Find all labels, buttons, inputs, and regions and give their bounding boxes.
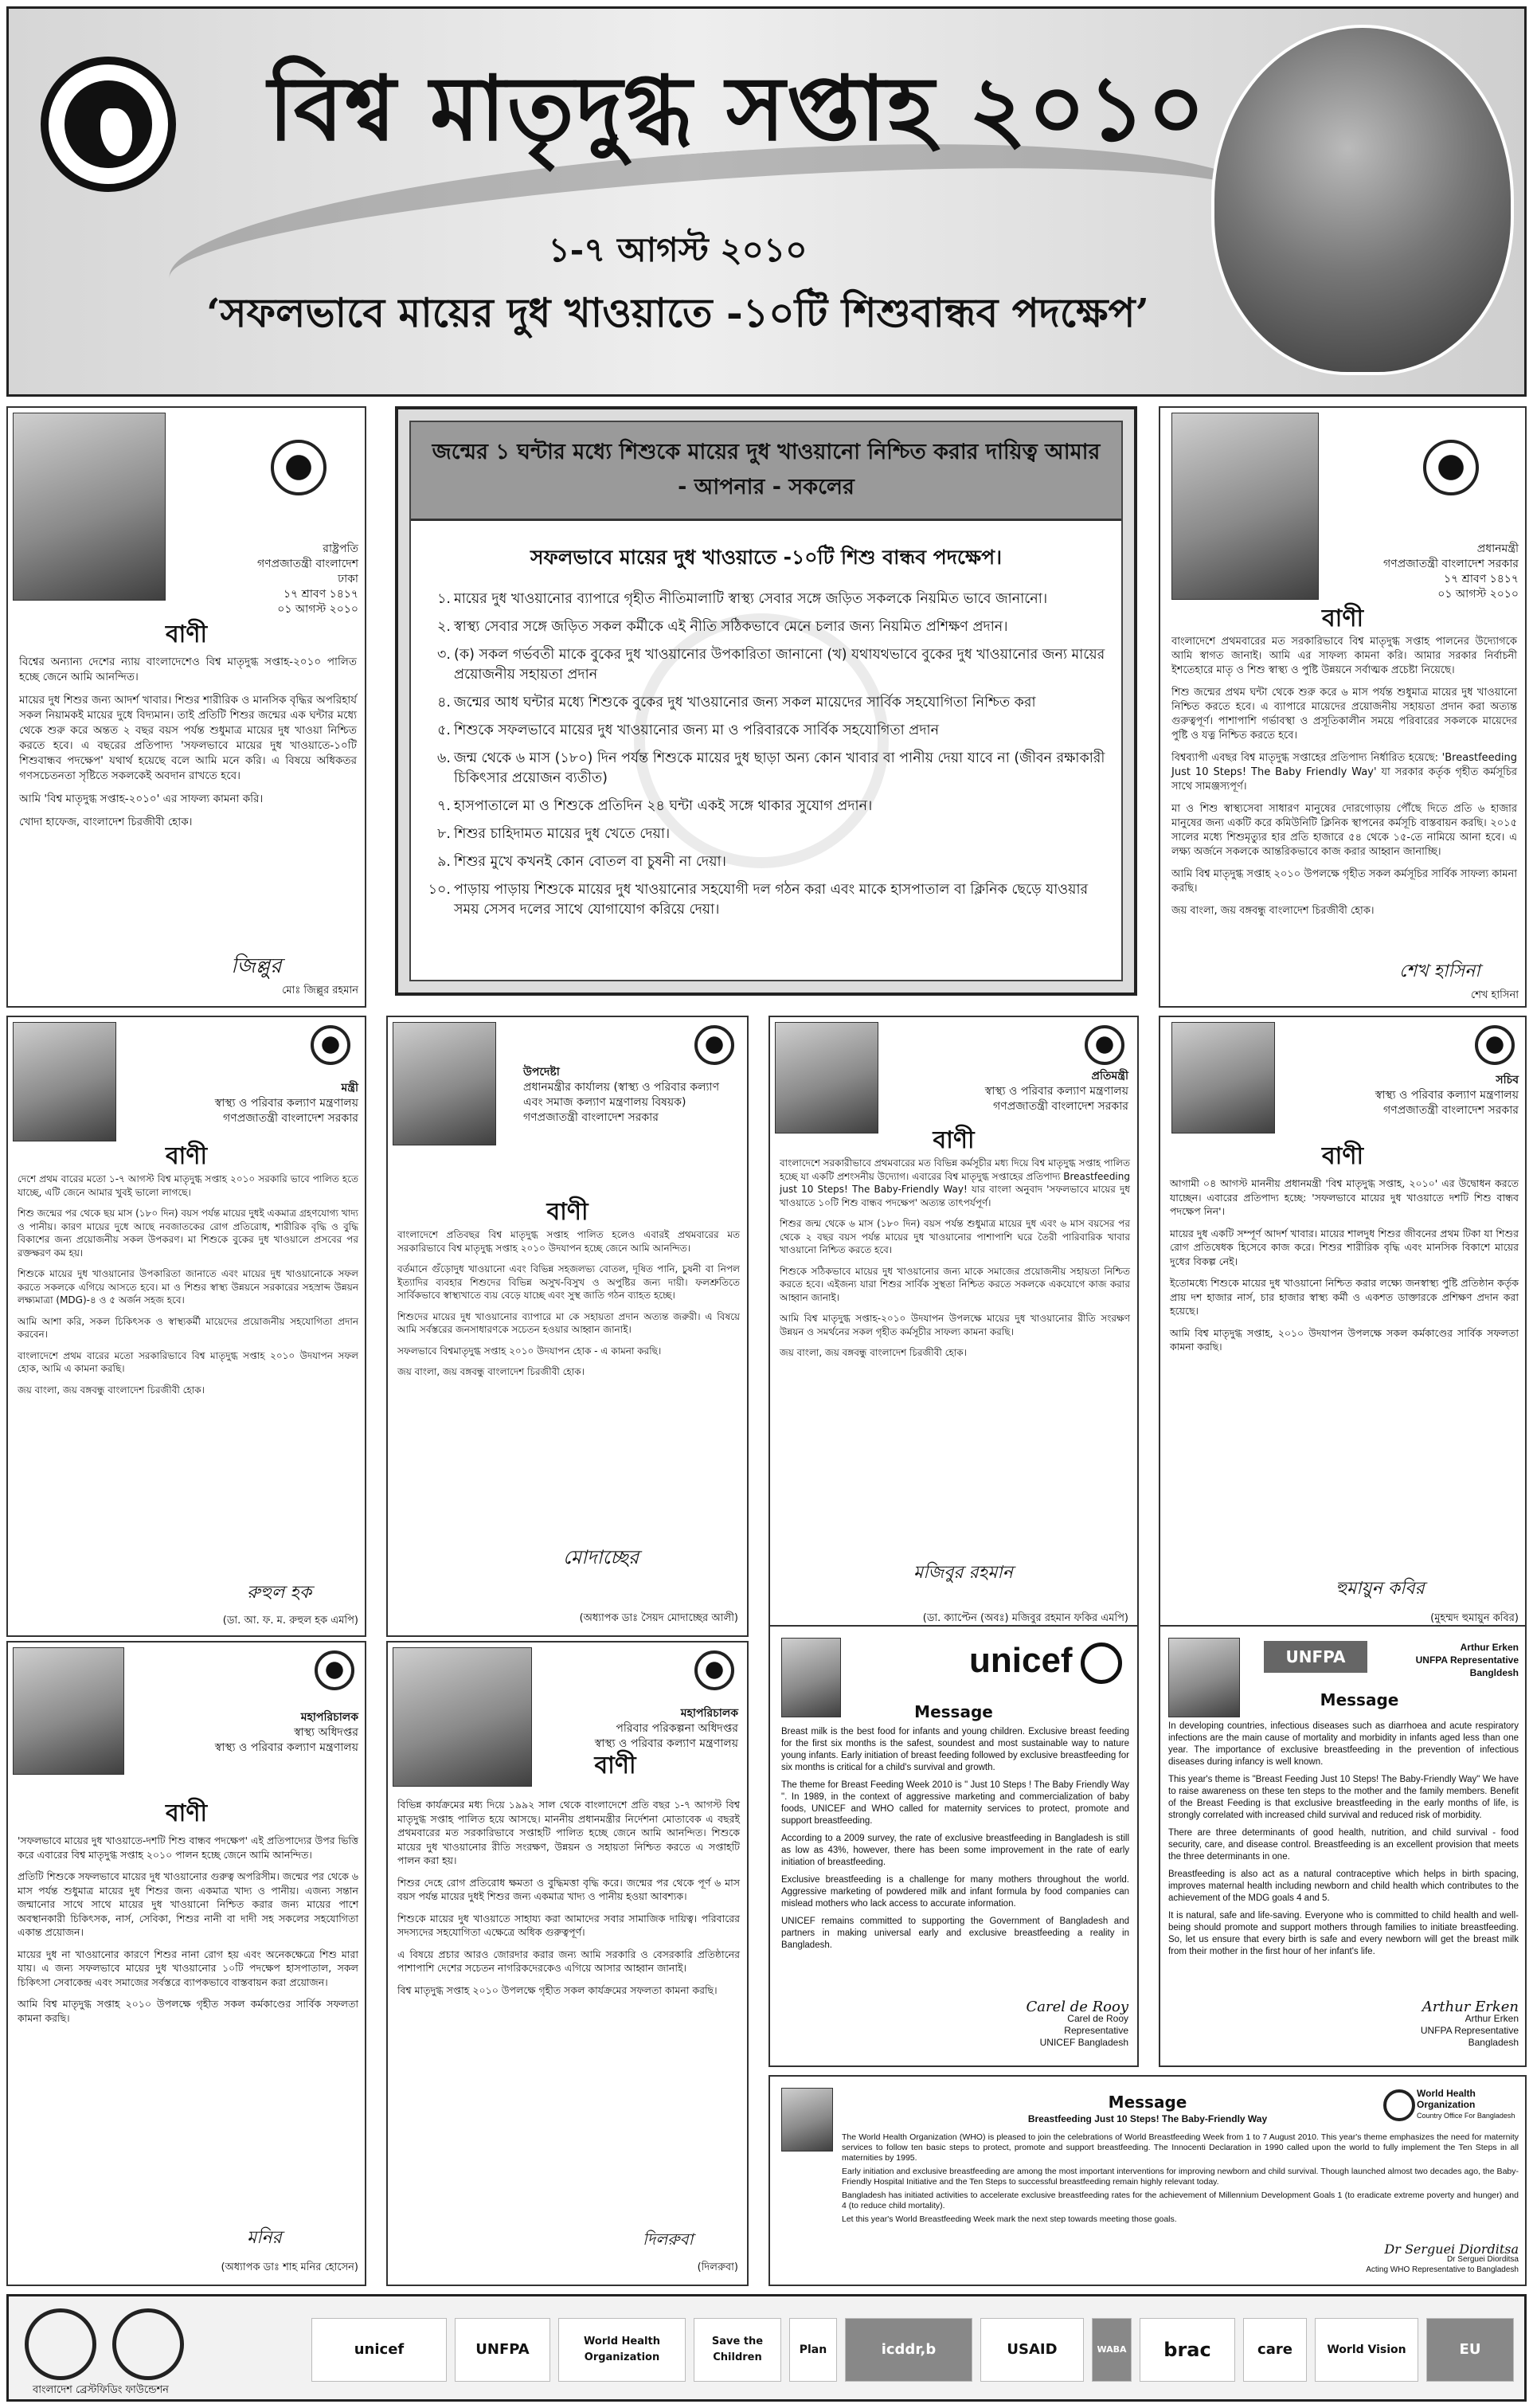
family-planning-emblem-icon	[694, 1650, 734, 1690]
who-country-office: Country Office For Bangladesh	[1417, 2112, 1515, 2120]
message-paragraph: Exclusive breastfeeding is a challenge for many mothers throughout the world. Aggressive marketing of powdered milk and infant formula by food companies can mislead mothers who lack access to accurate information.	[781, 1875, 1129, 1909]
secretary-org2: গণপ্রজাতন্ত্রী বাংলাদেশ সরকার	[1383, 1104, 1519, 1117]
message-paragraph: According to a 2009 survey, the rate of exclusive breastfeeding in Bangladesh is still as low as 43%, however, there has been some improvement in the rate of early initiation of breastfeeding.	[781, 1834, 1129, 1867]
message-heading: Message	[1108, 2093, 1187, 2112]
footer-logo-who: World Health Organization	[558, 2318, 686, 2382]
message-paragraph: দেশে প্রথম বারের মতো ১-৭ আগস্ট বিশ্ব মাতৃদুগ্ধ সপ্তাহ ২০১০ সরকারি ভাবে পালিত হতে যাচ্ছে, এটি জেনে আমার খুবই ভালো লাগছে।	[18, 1173, 358, 1198]
pm-title-block	[1320, 542, 1519, 602]
step-number: ৮.	[437, 826, 451, 842]
step-item	[437, 721, 1107, 741]
message-paragraph: There are three determinants of good health, nutrition, and child survival - food security, care, and disease control. Breastfeeding is an excellent provision that meets the three determinants in one.	[1168, 1828, 1519, 1862]
secretary-message-panel	[1159, 1016, 1527, 1637]
ten-steps-subheading: সফলভাবে মায়ের দুধ খাওয়াতে -১০টি শিশু বান্ধব পদক্ষেপ।	[530, 546, 1003, 569]
footer-logo-eu: EU	[1426, 2318, 1514, 2382]
unfpa-rep-header	[1367, 1641, 1519, 1679]
step-number: ৩.	[437, 647, 451, 663]
dg-family-message-panel	[386, 1641, 749, 2286]
foundation-name: বাংলাদেশ ব্রেস্টফিডিং ফাউন্ডেশন	[33, 2384, 169, 2396]
unicef-message-body	[781, 1726, 1129, 1957]
message-paragraph: Let this year's World Breastfeeding Week mark the next step towards meeting those goals.	[842, 2214, 1177, 2224]
step-number: ৪.	[437, 695, 451, 711]
message-paragraph: UNICEF remains committed to supporting the Government of Bangladesh and partners in making universal early and exclusive breastfeeding a reality in Bangladesh.	[781, 1917, 1129, 1950]
secretary-title: সচিব	[1496, 1074, 1519, 1087]
president-title-block	[167, 542, 358, 617]
president-message-body	[19, 655, 357, 838]
sponsor-footer	[6, 2294, 1527, 2402]
who-signature-block	[1312, 2244, 1519, 2275]
message-paragraph: The World Health Organization (WHO) is pleased to join the celebrations of World Breastfeeding Week from 1 to 7 August 2010. This year's theme emphasizes the need for maternity services to follow ten basic steps to protect, promote and support breastfeeding. The Innocenti Declaration in 1990 called upon the world to fully implement the Ten Steps in all maternities by 1995.	[842, 2132, 1519, 2163]
advisor-message-panel	[386, 1016, 749, 1637]
bangladesh-map-icon	[100, 108, 132, 156]
message-paragraph: আমি 'বিশ্ব মাতৃদুগ্ধ সপ্তাহ-২০১০' এর সাফল্য কামনা করি।	[19, 793, 264, 805]
secretary-name: (মুহম্মদ হুমায়ুন কবির)	[1430, 1612, 1519, 1624]
president-message-panel	[6, 406, 366, 1008]
who-emblem-icon	[1383, 2089, 1415, 2121]
advisor-signature: মোদাচ্ছের	[563, 1546, 639, 1568]
dg-health-signature: মনির	[247, 2228, 282, 2248]
message-paragraph: জয় বাংলা, জয় বঙ্গবন্ধু বাংলাদেশ চিরজীবী হোক।	[780, 1347, 967, 1358]
unfpa-rep-photo	[1168, 1638, 1240, 1717]
minister-title-block	[119, 1081, 358, 1126]
who-message-body	[842, 2132, 1519, 2228]
footer-logo-save-the-children: Save the Children	[694, 2318, 781, 2382]
event-slogan: ‘সফলভাবে মায়ের দুধ খাওয়াতে -১০টি শিশুবান্ধব পদক্ষেপ’	[206, 289, 1149, 336]
bani-heading: বাণী	[933, 1126, 975, 1154]
secretary-photo	[1171, 1022, 1275, 1134]
unicef-globe-icon	[1081, 1643, 1122, 1684]
seal-inner	[65, 80, 152, 168]
bangladesh-emblem-icon	[271, 440, 327, 495]
pm-message-panel	[1159, 406, 1527, 1008]
step-text: (ক) সকল গর্ভবতী মাকে বুকের দুধ খাওয়ানোর উপকারিতা জানানো (খ) যথাযথভাবে বুকের দুধ খাওয়ানোর জন্য মায়ের প্রয়োজনীয় সহায়তা প্রদান	[454, 647, 1105, 683]
secretary-org1: স্বাস্থ্য ও পরিবার কল্যাণ মন্ত্রণালয়	[1375, 1089, 1519, 1102]
step-item	[437, 749, 1107, 789]
message-paragraph: বিশ্বব্যাপী এবছর বিশ্ব মাতৃদুগ্ধ সপ্তাহের প্রতিপাদ্য নির্ধারিত হয়েছে: 'Breastfeeding Just 10 Steps! The Baby Friendly Way' যা সরকার কর্তৃক গৃহীত কর্মসূচির সাথে সামঞ্জস্যপূর্ণ।	[1171, 752, 1517, 793]
pm-signature: শেখ হাসিনা	[1399, 961, 1480, 981]
message-paragraph: আমি আশা করি, সকল চিকিৎসক ও স্বাস্থ্যকর্মী মায়েদের প্রয়োজনীয় সহযোগিতা প্রদান করবেন।	[18, 1315, 358, 1340]
message-paragraph: It is natural, safe and life-saving. Everyone who is committed to child health and well-being should promote and support mothers through families to initiate breastfeeding. So, let us ensure that every birth is safe and every newborn will get the breast milk from their mother in the first hour of her infant's life.	[1168, 1911, 1519, 1956]
step-text: শিশুর মুখে কখনই কোন বোতল বা চুষনী না দেয়া।	[454, 854, 726, 870]
minister-signature: রুহুল হক	[247, 1583, 312, 1603]
dg-health-org1: স্বাস্থ্য অধিদপ্তর	[294, 1726, 358, 1739]
advisor-title-block	[507, 1065, 738, 1126]
message-paragraph: শিশু জন্মের পর থেকে ছয় মাস (১৮০ দিন) বয়স পর্যন্ত মায়ের দুধই একমাত্র গ্রহণযোগ্য খাদ্য ও পানীয়। কারণ মায়ের দুধে আছে নবজাতকের রোগ প্রতিরোধ, শারীরিক বৃদ্ধি ও বুদ্ধি বিকাশের জন্য প্রয়োজনীয় সকল উপকরণ। মা শিশুকে বুকের দুধ খাওয়ালে প্রসবের পর রক্তক্ষরণ কম হয়।	[18, 1208, 358, 1259]
minister-name: (ডা. আ. ফ. ম. রুহুল হক এমপি)	[222, 1615, 358, 1627]
message-paragraph: শিশুকে মায়ের দুধ খাওয়াতে সাহায্য করা আমাদের সবার সামাজিক দায়িত্ব। পরিবারের সদস্যদের সহযোগিতা এক্ষেত্রে অধিক গুরুত্বপূর্ণ।	[397, 1912, 740, 1938]
message-paragraph: বিভিন্ন কার্যক্রমের মধ্য দিয়ে ১৯৯২ সাল থেকে বাংলাদেশে প্রতি বছর ১-৭ আগস্ট বিশ্ব মাতৃদুগ্ধ সপ্তাহ পালিত হয়ে আসছে। মাননীয় প্রধানমন্ত্রীর নির্দেশনা মোতাবেক এ বছরই প্রথমবারের মত সরকারিভাবে সপ্তাহটি পালিত হচ্ছে জেনে আমি আনন্দিত। শিশুকে মায়ের দুধ খাওয়ানোর রীতি সংরক্ষণ, উন্নয়ন ও সহায়তা নিশ্চিত করতে এ সপ্তাহটি পালন করা হয়।	[397, 1799, 740, 1866]
message-paragraph: জয় বাংলা, জয় বঙ্গবন্ধু বাংলাদেশ চিরজীবী হোক।	[397, 1366, 585, 1377]
message-paragraph: শিশুর জন্ম থেকে ৬ মাস (১৮০ দিন) বয়স পর্যন্ত শুধুমাত্র মায়ের দুধ এবং ৬ মাস বয়সের পর থেকে ২ বছর বয়স পর্যন্ত মায়ের দুধ খাওয়ানোর পাশাপাশি ঘরে তৈরী পারিবারিক খাবার খাওয়ানো নিশ্চিত করতে হবে।	[780, 1218, 1130, 1255]
step-item	[428, 880, 1107, 920]
president-org: গণপ্রজাতন্ত্রী বাংলাদেশ	[257, 558, 358, 570]
unicef-rep-name: Carel de Rooy	[1067, 2013, 1128, 2024]
bani-heading: বাণী	[1321, 605, 1364, 632]
state-minister-photo	[775, 1022, 878, 1134]
president-title: রাষ্ট্রপতি	[323, 542, 358, 555]
step-number: ১০.	[428, 882, 451, 898]
minister-message-panel	[6, 1016, 366, 1637]
secretary-signature: হুমায়ুন কবির	[1336, 1579, 1425, 1599]
who-rep-name: Dr Serguei Diorditsa	[1446, 2255, 1519, 2264]
step-text: স্বাস্থ্য সেবার সঙ্গে জড়িত সকল কর্মীকে এই নীতি সঠিকভাবে মেনে চলার জন্য নিয়মিত প্রশিক্ষণ প্রদান।	[454, 619, 1008, 635]
who-message-panel	[768, 2075, 1527, 2286]
mother-baby-photo	[1211, 25, 1514, 375]
bani-heading: বাণী	[1321, 1142, 1364, 1170]
minister-org1: স্বাস্থ্য ও পরিবার কল্যাণ মন্ত্রণালয়	[214, 1097, 358, 1110]
message-paragraph: This year's theme is "Breast Feeding Just 10 Steps! The Baby-Friendly Way" We have to raise awareness on these ten steps to the mother and the family members. Benefit of the Breast Feeding is that exclusive breastfeeding in the early months of life, is strongly correlated with increased child survival and reduced risk of morbidity.	[1168, 1775, 1519, 1820]
step-number: ১.	[437, 591, 451, 607]
ten-steps-inner	[409, 421, 1123, 981]
message-heading: Message	[1320, 1690, 1399, 1709]
bangladesh-emblem-icon	[311, 1025, 350, 1065]
message-paragraph: বর্তমানে গুঁড়োদুধ খাওয়ানো এবং বিভিন্ন সহজলভ্য বোতল, দূষিত পানি, চুষনী বা নিপল ইত্যাদির ব্যবহার শিশুদের বিভিন্ন অসুখ-বিসুখ ও অপুষ্টির জন্য দায়ী। ফলশ্রুতিতে সার্বিকভাবে স্বাস্থ্যখাতে ব্যয় বেড়ে যাচ্ছে এবং সুস্থ জাতি গঠন ব্যাহত হচ্ছে।	[397, 1263, 740, 1301]
message-paragraph: সফলভাবে বিশ্বমাতৃদুগ্ধ সপ্তাহ ২০১০ উদযাপন হোক - এ কামনা করছি।	[397, 1345, 662, 1357]
advisor-title: উপদেষ্টা	[523, 1066, 560, 1079]
pm-name: শেখ হাসিনা	[1470, 989, 1519, 1001]
minister-title: মন্ত্রী	[341, 1082, 358, 1094]
footer-logo-world-vision: World Vision	[1315, 2318, 1418, 2382]
message-paragraph: 'সফলভাবে মায়ের দুধ খাওয়াতে-দশটি শিশু বান্ধব পদক্ষেপ' এই প্রতিপাদ্যের উপর ভিত্তি করে এবারের বিশ্ব মাতৃদুগ্ধ সপ্তাহ ২০১০ পালন হচ্ছে জেনে আমি আনন্দিত।	[18, 1834, 358, 1861]
header-banner	[6, 6, 1527, 397]
president-date-en: ০১ আগস্ট ২০১০	[277, 603, 358, 616]
minister-message-body	[18, 1173, 358, 1404]
unfpa-logo: UNFPA	[1264, 1641, 1367, 1673]
footer-logo-brac: brac	[1140, 2318, 1235, 2382]
message-paragraph: মায়ের দুধ শিশুর জন্য আদর্শ খাবার। শিশুর শারীরিক ও মানসিক বৃদ্ধির অপরিহার্য সকল নিয়ামকই মায়ের দুধে বিদ্যমান। তাই প্রতিটি শিশুর জন্মের এক ঘন্টার মধ্যে থেকে শুরু করে অন্তত ২ বছর বয়স পর্যন্ত শুধুমাত্র মায়ের দুধ খাওয়া নিশ্চিত করতে হবে। এ বছরের প্রতিপাদ্য 'সফলভাবে মায়ের দুধ খাওয়াতে-১০টি শিশুবান্ধব পদক্ষেপ' যথার্থ হয়েছে বলে আমি মনে করি। এ বিষয়ে অধিকতর গণসচেতনতা সৃষ্টিতে সকলকেই অবদান রাখতে হবে।	[19, 694, 357, 782]
pm-title: প্রধানমন্ত্রী	[1476, 542, 1519, 555]
message-paragraph: বিশ্বের অন্যান্য দেশের ন্যায় বাংলাদেশেও বিশ্ব মাতৃদুগ্ধ সপ্তাহ-২০১০ পালিত হচ্ছে জেনে আমি আনন্দিত।	[19, 656, 357, 683]
unfpa-signature-block	[1359, 2001, 1519, 2049]
message-paragraph: মা ও শিশু স্বাস্থ্যসেবা সাধারণ মানুষের দোরগোড়ায় পৌঁছে দিতে প্রতি ৬ হাজার মানুষের জন্য একটি করে কমিউনিটি ক্লিনিক স্থাপনের কর্মসূচি বাস্তবায়ন করছি। ২০১৫ সালের মধ্যে শিশুমৃত্যুর হার প্রতি হাজারে ৫৪ থেকে ১৫-তে নামিয়ে আনা হবে। এ লক্ষ্য অর্জনে সকলকে আন্তরিকভাবে কাজ করার আহ্বান জানাচ্ছি।	[1171, 803, 1517, 858]
message-paragraph: মায়ের দুধ না খাওয়ানোর কারণে শিশুর নানা রোগ হয় এবং অনেকক্ষেত্রে শিশু মারা যায়। এ জন্য সফলভাবে মায়ের দুধ খাওয়ানোর ১০টি পদক্ষেপ হাসপাতাল, সকল চিকিৎসা সেবাকেন্দ্র এবং সমাজের সর্বস্তরে ব্যাপকভাবে বাস্তবায়ন করা প্রয়োজন।	[18, 1948, 358, 1988]
dg-family-signature: দিলরুবা	[643, 2230, 694, 2249]
message-paragraph: আমি বিশ্ব মাতৃদুগ্ধ সপ্তাহ, ২০১০ উদযাপন উপলক্ষে সকল কর্মকাণ্ডের সার্বিক সফলতা কামনা করছি।	[1170, 1326, 1519, 1353]
unfpa-rep-country: Bangladesh	[1468, 2037, 1519, 2048]
ten-steps-box	[395, 406, 1137, 996]
message-paragraph: শিশুকে সঠিকভাবে মায়ের দুধ খাওয়ানোর জন্য মাকে সমাজের প্রয়োজনীয় সহায়তা নিশ্চিত করতে হবে। এইজন্য যারা শিশুর সার্বিক সুস্থতা নিশ্চিত করতে সকলকে একযোগে কাজ করার আহ্বান জানাই।	[780, 1265, 1130, 1303]
message-paragraph: আমি বিশ্ব মাতৃদুগ্ধ সপ্তাহ ২০১০ উপলক্ষে গৃহীত সকল কর্মকাণ্ডের সার্বিক সফলতা কামনা করছি।	[18, 1998, 358, 2024]
event-date: ১-৭ আগস্ট ২০১০	[548, 230, 808, 269]
unicef-logo-text: unicef	[969, 1641, 1073, 1680]
dg-health-title: মহাপরিচালক	[300, 1711, 358, 1724]
message-paragraph: Breastfeeding is also act as a natural contraceptive which helps in birth spacing, improves maternal health including newborn and child health which contributes to the achievement of the MDG goals 4 and 5.	[1168, 1870, 1519, 1903]
unicef-rep-org: UNICEF Bangladesh	[1039, 2037, 1128, 2048]
bangladesh-emblem-icon	[1085, 1025, 1124, 1065]
bangladesh-emblem-icon	[1475, 1025, 1515, 1065]
message-paragraph: খোদা হাফেজ, বাংলাদেশ চিরজীবী হোক।	[19, 816, 193, 828]
step-item	[437, 852, 1107, 872]
message-paragraph: জয় বাংলা, জয় বঙ্গবন্ধু বাংলাদেশ চিরজীবী হোক।	[18, 1384, 205, 1396]
unicef-rep-role: Representative	[1064, 2025, 1128, 2036]
footer-logo-waba: WABA	[1092, 2318, 1132, 2382]
bani-heading: বাণী	[594, 1752, 636, 1780]
message-paragraph: The theme for Breast Feeding Week 2010 is " Just 10 Steps ! The Baby Friendly Way ". In 1989, in the context of aggressive marketing and commercialization of baby foods, UNICEF and WHO called for maternity services to protect, promote and support breastfeeding.	[781, 1780, 1129, 1826]
step-text: জন্ম থেকে ৬ মাস (১৮০) দিন পর্যন্ত শিশুকে মায়ের দুধ ছাড়া অন্য কোন খাবার বা পানীয় দেয়া যাবে না (জীবন রক্ষাকারী চিকিৎসার প্রয়োজন ব্যতীত)	[454, 750, 1105, 786]
state-minister-signature: মজিবুর রহমান	[913, 1563, 1013, 1583]
message-paragraph: শিশুকে মায়ের দুধ খাওয়ানোর উপকারিতা জানাতে এবং মায়ের দুধ খাওয়ানোকে সফল করতে সকলকে এগিয়ে আসতে হবে। মা ও শিশুর স্বাস্থ্য উন্নয়নে সরকারের সহস্রাব্দ উন্নয়ন লক্ষ্যমাত্রা (MDG)-৪ ও ৫ অর্জন সহজ হবে।	[18, 1268, 358, 1306]
bani-heading: বাণী	[165, 1142, 208, 1170]
message-paragraph: ইতোমধ্যে শিশুকে মায়ের দুধ খাওয়ানো নিশ্চিত করার লক্ষ্যে জনস্বাস্থ্য পুষ্টি প্রতিষ্ঠান কর্তৃক প্রায় দশ হাজার নার্স, চার হাজার স্বাস্থ্য কর্মী ও একশত ডাক্তারকে প্রশিক্ষণ প্রদান করা হয়েছে।	[1170, 1277, 1519, 1317]
state-minister-message-panel	[768, 1016, 1139, 1637]
unfpa-rep-name: Arthur Erken	[1465, 2013, 1519, 2024]
footer-logo-plan: Plan	[789, 2318, 837, 2382]
message-paragraph: Early initiation and exclusive breastfeeding are among the most important interventions for improving newborn and child survival. Though launched almost two decades ago, the Baby-Friendly Hospital Initiative and the Ten Steps to successful breastfeeding remain highly relevant today.	[842, 2167, 1519, 2187]
president-place: ঢাকা	[338, 573, 358, 585]
step-item	[437, 693, 1107, 713]
president-date-bn: ১৭ শ্রাবণ ১৪১৭	[284, 588, 358, 601]
dg-family-org2: স্বাস্থ্য ও পরিবার কল্যাণ মন্ত্রণালয়	[594, 1737, 738, 1750]
pm-org: গণপ্রজাতন্ত্রী বাংলাদেশ সরকার	[1383, 558, 1519, 570]
message-paragraph: Bangladesh has initiated activities to accelerate exclusive breastfeeding rates for the achievement of Millennium Development Goals 1 (to eradicate extreme poverty and hunger) and 4 (to reduce child mortality).	[842, 2191, 1519, 2210]
secretary-message-body	[1170, 1177, 1519, 1362]
advisor-org1: প্রধানমন্ত্রীর কার্যালয় (স্বাস্থ্য ও পরিবার কল্যাণ এবং সমাজ কল্যাণ মন্ত্রণালয় বিষয়ক)	[523, 1081, 720, 1109]
message-paragraph: বাংলাদেশে প্রতিবছর বিশ্ব মাতৃদুগ্ধ সপ্তাহ পালিত হলেও এবারই প্রথমবারের মত সরকারিভাবে বিশ্ব মাতৃদুগ্ধ সপ্তাহ ২০১০ উদযাপন হচ্ছে জেনে আমি আনন্দিত।	[397, 1229, 740, 1254]
message-paragraph: শিশুদের মায়ের দুধ খাওয়ানোর ব্যাপারে মা কে সহায়তা প্রদান অত্যন্ত জরুরী। এ বিষয়ে আমি সর্বস্তরের জনসাধারণকে সচেতন হওয়ার আহ্বান জানাই।	[397, 1310, 740, 1335]
bani-heading: বাণী	[165, 1799, 208, 1827]
step-text: পাড়ায় পাড়ায় শিশুকে মায়ের দুধ খাওয়ানোর সহযোগী দল গঠন করা এবং মাকে হাসপাতাল বা ক্লিনিক ছেড়ে যাওয়ার সময় সেসব দলের সাথে যোগাযোগ করিয়ে দেয়া।	[454, 882, 1089, 918]
footer-logo-icddrb: icddr,b	[845, 2318, 972, 2382]
bangladesh-emblem-icon	[315, 1650, 354, 1690]
unfpa-rep-name-top: Arthur Erken	[1460, 1642, 1519, 1653]
advisor-photo	[393, 1022, 496, 1145]
step-number: ২.	[437, 619, 451, 635]
message-paragraph: প্রতিটি শিশুকে সফলভাবে মায়ের দুধ খাওয়ানোর গুরুত্ব অপরিসীম। জন্মের পর থেকে ৬ মাস পর্যন্ত শুধুমাত্র মায়ের দুধ শিশুর জন্য একমাত্র খাদ্য ও পানীয়। এজন্য সন্তান জন্মানোর সাথে সাথে মায়ের দুধ খাওয়ানো নিশ্চিত করার জন্য মায়ের পাশে অবস্থানকারী চিকিৎসক, নার্স, সেবিকা, শিশুর নানী বা দাদী সহ সকলের সহযোগিতা একান্ত প্রয়োজন।	[18, 1870, 358, 1938]
unfpa-message-panel	[1159, 1625, 1527, 2067]
advisor-org2: গণপ্রজাতন্ত্রী বাংলাদেশ সরকার	[523, 1111, 659, 1124]
dg-family-message-body	[397, 1798, 740, 2005]
president-signature: জিল্লুর	[231, 954, 282, 978]
step-text: শিশুর চাহিদামত মায়ের দুধ খেতে দেয়া।	[454, 826, 671, 842]
step-item	[437, 797, 1107, 816]
government-seal	[41, 57, 176, 192]
dg-family-org1: পরিবার পরিকল্পনা অধিদপ্তর	[616, 1722, 738, 1735]
dg-family-title-block	[531, 1706, 738, 1752]
bangladesh-emblem-icon	[694, 1025, 734, 1065]
mother-child-emblem-icon	[112, 2308, 184, 2380]
message-paragraph: বাংলাদেশে সরকারীভাবে প্রথমবারের মত বিভিন্ন কর্মসূচীর মধ্য দিয়ে বিশ্ব মাতৃদুগ্ধ সপ্তাহ পালিত হচ্ছে যা একটি প্রশংসনীয় উদ্যোগ। এবারের বিশ্ব মাতৃদুগ্ধ সপ্তাহের প্রতিপাদ্য Breastfeeding just 10 Steps! The Baby-Friendly Way! যার বাংলা অনুবাদ 'সফলভাবে মায়ের দুধ খাওয়াতে ১০টি শিশু বান্ধব পদক্ষেপ' অত্যন্ত তাৎপর্যপূর্ণ।	[780, 1157, 1130, 1208]
message-heading: Message	[914, 1702, 993, 1721]
state-minister-name: (ডা. ক্যাপ্টেন (অবঃ) মজিবুর রহমান ফকির এমপি)	[922, 1612, 1128, 1624]
president-photo	[13, 413, 166, 601]
who-signature: Dr Serguei Diorditsa	[1384, 2242, 1519, 2257]
message-paragraph: আমি বিশ্ব মাতৃদুগ্ধ সপ্তাহ-২০১০ উদযাপন উপলক্ষে মায়ের দুধ খাওয়ানোর রীতি সংরক্ষণ উন্নয়ন ও সমর্থনের সকল গৃহীত কর্মসূচীর সাফল্য কামনা করছি।	[780, 1313, 1130, 1337]
message-paragraph: এ বিষয়ে প্রচার আরও জোরদার করার জন্য আমি সরকারি ও বেসরকারি প্রতিষ্ঠানের পাশাপাশি দেশের সচেতন নাগরিকদেরকেও এগিয়ে আসার আহ্বান জানাই।	[397, 1948, 740, 1974]
unfpa-rep-role-top: UNFPA Representative Bangldesh	[1415, 1654, 1519, 1678]
message-paragraph: বাংলাদেশে প্রথমবারের মত সরকারিভাবে বিশ্ব মাতৃদুগ্ধ সপ্তাহ পালনের উদ্যোগকে আমি স্বাগত জানাই। আমি এর সাফল্য কামনা করি। আমার সরকার নির্বাচনী ইশতেহারে মাতৃ ও শিশু স্বাস্থ্য ও পুষ্টি উন্নয়নে সর্বাত্মক প্রচেষ্টা নিয়েছে।	[1171, 636, 1517, 676]
message-paragraph: আমি বিশ্ব মাতৃদুগ্ধ সপ্তাহ ২০১০ উপলক্ষে গৃহীত সকল কর্মসূচির সার্বিক সাফল্য কামনা করছি।	[1171, 868, 1517, 895]
footer-logo-care: care	[1243, 2318, 1307, 2382]
bani-heading: বাণী	[546, 1198, 589, 1226]
footer-logo-unfpa: UNFPA	[455, 2318, 550, 2382]
unfpa-signature: Arthur Erken	[1422, 1999, 1519, 2015]
state-minister-title-block	[890, 1069, 1128, 1114]
unfpa-message-body	[1168, 1721, 1519, 1964]
message-paragraph: মায়ের দুধ একটি সম্পূর্ণ আদর্শ খাবার। মায়ের শালদুধ শিশুর জীবনের প্রথম টিকা যা শিশুর রোগ প্রতিষেধক হিসেবে কাজ করে। শিশুর শারীরিক বৃদ্ধি এবং মানসিক বিকাশে মায়ের দুধের বিকল্প নেই।	[1170, 1227, 1519, 1267]
ten-steps-list	[422, 589, 1107, 928]
ten-steps-heading: জন্মের ১ ঘন্টার মধ্যে শিশুকে মায়ের দুধ খাওয়ানো নিশ্চিত করার দায়িত্ব আমার - আপনার - সকলের	[411, 422, 1121, 521]
dg-health-org2: স্বাস্থ্য ও পরিবার কল্যাণ মন্ত্রণালয়	[214, 1741, 358, 1754]
step-number: ৭.	[437, 798, 451, 814]
state-minister-org1: স্বাস্থ্য ও পরিবার কল্যাণ মন্ত্রণালয়	[984, 1085, 1128, 1098]
message-paragraph: In developing countries, infectious diseases such as diarrhoea and acute respiratory infections are the main cause of mortality and morbidity in infants aged less than one year. The importance of exclusive breastfeeding in the prevention of infectious diseases during infancy is well known.	[1168, 1721, 1519, 1767]
page-title: বিশ্ব মাতৃদুগ্ধ সপ্তাহ ২০১০	[268, 57, 1207, 161]
unicef-message-panel	[768, 1625, 1139, 2067]
president-name: মোঃ জিল্লুর রহমান	[282, 985, 358, 996]
bani-heading: বাণী	[165, 621, 208, 648]
message-paragraph: জয় বাংলা, জয় বঙ্গবন্ধু বাংলাদেশ চিরজীবী হোক।	[1171, 905, 1375, 917]
dg-family-name: (দিলরুবা)	[697, 2261, 738, 2273]
step-number: ৫.	[437, 722, 451, 738]
secretary-title-block	[1280, 1073, 1519, 1118]
message-paragraph: আগামী ০৪ আগস্ট মাননীয় প্রধানমন্ত্রী 'বিশ্ব মাতৃদুগ্ধ সপ্তাহ, ২০১০' এর উদ্বোধন করতে যাচ্ছেন। এবারের প্রতিপাদ্য হচ্ছে: 'সফলভাবে মায়ের দুধ খাওয়াতে দশটি শিশু বান্ধব পদক্ষেপ নিন'।	[1170, 1177, 1519, 1217]
dg-health-message-body	[18, 1834, 358, 2033]
unicef-signature-block	[961, 2001, 1128, 2049]
foundation-emblem-icon	[25, 2308, 96, 2380]
state-minister-message-body	[780, 1157, 1130, 1368]
pm-date-en: ০১ আগস্ট ২০১০	[1437, 588, 1519, 601]
footer-logo-usaid: USAID	[980, 2318, 1084, 2382]
step-number: ৬.	[437, 750, 451, 766]
state-minister-org2: গণপ্রজাতন্ত্রী বাংলাদেশ সরকার	[993, 1100, 1128, 1113]
who-rep-role: Acting WHO Representative to Bangladesh	[1366, 2265, 1519, 2274]
unfpa-rep-role: UNFPA Representative	[1420, 2025, 1519, 2036]
step-text: জন্মের আধ ঘন্টার মধ্যে শিশুকে বুকের দুধ খাওয়ানোর জন্য সকল মায়েদের সার্বিক সহযোগিতা নিশ্চিত করা	[454, 695, 1036, 711]
who-logo-text: World Health Organization	[1417, 2088, 1476, 2110]
step-number: ৯.	[437, 854, 451, 870]
step-item	[437, 645, 1107, 685]
dg-health-title-block	[127, 1710, 358, 1756]
dg-health-photo	[13, 1647, 124, 1775]
pm-date-bn: ১৭ শ্রাবণ ১৪১৭	[1444, 573, 1519, 585]
pm-photo	[1171, 413, 1319, 600]
dg-family-title: মহাপরিচালক	[680, 1707, 738, 1720]
message-paragraph: বিশ্ব মাতৃদুগ্ধ সপ্তাহ ২০১০ উপলক্ষে গৃহীত সকল কার্যক্রমের সফলতা কামনা করছি।	[397, 1983, 718, 1996]
footer-logo-unicef: unicef	[311, 2318, 447, 2382]
pm-message-body	[1171, 635, 1517, 926]
minister-org2: গণপ্রজাতন্ত্রী বাংলাদেশ সরকার	[223, 1112, 358, 1125]
message-paragraph: শিশুর দেহে রোগ প্রতিরোধ ক্ষমতা ও বুদ্ধিমত্তা বৃদ্ধি করে। জন্মের পর থেকে পূর্ণ ৬ মাস বয়স পর্যন্ত মায়ের দুধই শিশুর জন্য একমাত্র খাদ্য ও পানীয় হওয়া আবশ্যক।	[397, 1876, 740, 1902]
minister-photo	[13, 1022, 116, 1141]
unicef-signature: Carel de Rooy	[1026, 1999, 1128, 2015]
step-item	[437, 824, 1107, 844]
advisor-name: (অধ্যাপক ডাঃ সৈয়দ মোদাচ্ছের আলী)	[579, 1612, 738, 1624]
bangladesh-emblem-icon	[1423, 440, 1479, 495]
step-text: শিশুকে সফলভাবে মায়ের দুধ খাওয়ানোর জন্য মা ও পরিবারকে সার্বিক সহযোগিতা প্রদান	[454, 722, 940, 738]
dg-health-message-panel	[6, 1641, 366, 2286]
step-text: হাসপাতালে মা ও শিশুকে প্রতিদিন ২৪ ঘন্টা একই সঙ্গে থাকার সুযোগ প্রদান।	[454, 798, 873, 814]
message-paragraph: শিশু জন্মের প্রথম ঘন্টা থেকে শুরু করে ৬ মাস পর্যন্ত শুধুমাত্র মায়ের দুধ খাওয়ানো নিশ্চিত করতে হবে। এ ব্যাপারে মায়েদের প্রয়োজনীয় সহায়তা প্রদান করা অত্যন্ত গুরুত্বপূর্ণ। পাশাপাশি গর্ভাবস্থা ও প্রসূতিকালীন সময়ে পরিবারের সকলকে মায়েদের পুষ্টি ও যত্ন নিশ্চিত করতে হবে।	[1171, 687, 1517, 742]
message-paragraph: Breast milk is the best food for infants and young children. Exclusive breast feeding for the first six months is the safest, soundest and most sustainable way to nature young infants. Early initiation of breast feeding followed by exclusive breastfeeding for six months is critical for a child's survival and growth.	[781, 1727, 1129, 1772]
advisor-message-body	[397, 1228, 740, 1387]
who-logo-block	[1417, 2088, 1520, 2121]
who-message-subtitle: Breastfeeding Just 10 Steps! The Baby-Friendly Way	[1027, 2113, 1268, 2124]
step-item	[437, 589, 1107, 609]
dg-health-name: (অধ্যাপক ডাঃ শাহ মনির হোসেন)	[221, 2261, 358, 2273]
message-paragraph: বাংলাদেশে প্রথম বারের মতো সরকারিভাবে বিশ্ব মাতৃদুগ্ধ সপ্তাহ ২০১০ উদযাপন সফল হোক, আমি এ কামনা করছি।	[18, 1349, 358, 1374]
state-minister-title: প্রতিমন্ত্রী	[1091, 1070, 1128, 1083]
step-item	[437, 617, 1107, 637]
step-text: মায়ের দুধ খাওয়ানোর ব্যাপারে গৃহীত নীতিমালাটি স্বাস্থ্য সেবার সঙ্গে জড়িত সকলকে নিয়মিত ভাবে জানানো।	[454, 591, 1048, 607]
